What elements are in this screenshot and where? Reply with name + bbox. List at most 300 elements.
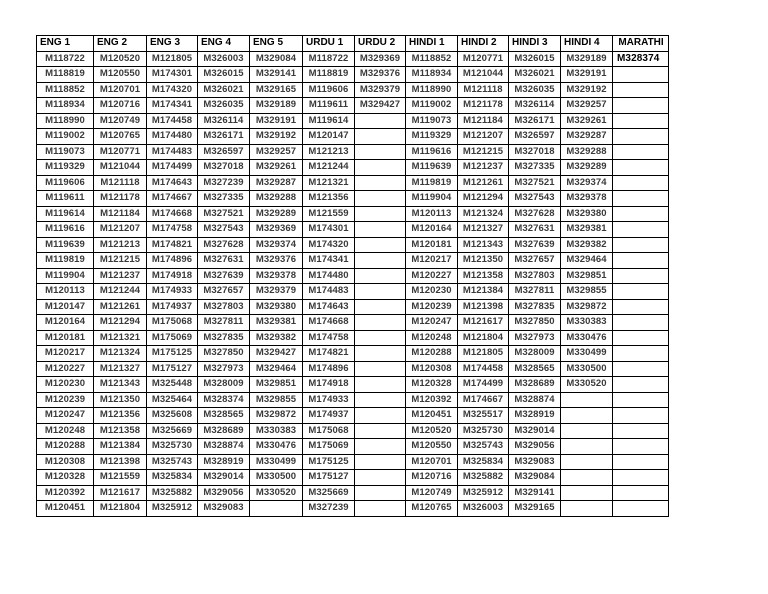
column-header: ENG 1: [37, 36, 94, 52]
table-cell: M327811: [198, 315, 250, 331]
table-cell: [355, 191, 406, 207]
table-cell: [561, 485, 613, 501]
table-cell: M175125: [303, 454, 355, 470]
table-cell: M329288: [250, 191, 303, 207]
table-cell: M119611: [37, 191, 94, 207]
table-cell: [355, 470, 406, 486]
table-cell: M121215: [94, 253, 147, 269]
table-cell: M120230: [406, 284, 458, 300]
table-cell: M329376: [355, 67, 406, 83]
table-cell: M175127: [303, 470, 355, 486]
table-cell: M174896: [147, 253, 198, 269]
table-cell: M326171: [509, 113, 561, 129]
table-cell: M329379: [250, 284, 303, 300]
table-cell: M120771: [458, 51, 509, 67]
table-cell: M120217: [406, 253, 458, 269]
table-cell: M327850: [509, 315, 561, 331]
table-cell: M121244: [94, 284, 147, 300]
table-cell: M329192: [250, 129, 303, 145]
table-row: [37, 377, 669, 393]
table-cell: M174480: [147, 129, 198, 145]
table-cell: M120701: [94, 82, 147, 98]
table-cell: [561, 439, 613, 455]
table-cell: M329381: [250, 315, 303, 331]
table-cell: M121805: [147, 51, 198, 67]
table-cell: M121184: [458, 113, 509, 129]
table-cell: M121343: [94, 377, 147, 393]
column-header: ENG 2: [94, 36, 147, 52]
table-cell: M325669: [303, 485, 355, 501]
table-cell: M121118: [94, 175, 147, 191]
table-cell: M120771: [94, 144, 147, 160]
table-row: [37, 315, 669, 331]
table-row: [37, 361, 669, 377]
table-cell: M119329: [37, 160, 94, 176]
table-cell: M121398: [458, 299, 509, 315]
table-cell: M121321: [94, 330, 147, 346]
table-cell: M326021: [198, 82, 250, 98]
table-row: [37, 67, 669, 83]
table-cell: M174480: [303, 268, 355, 284]
table-cell: M325743: [458, 439, 509, 455]
column-header: HINDI 1: [406, 36, 458, 52]
table-cell: M327631: [509, 222, 561, 238]
table-row: [37, 113, 669, 129]
table-cell: M121356: [303, 191, 355, 207]
table-cell: M121617: [94, 485, 147, 501]
table-cell: M329189: [561, 51, 613, 67]
table-cell: M329189: [250, 98, 303, 114]
table-cell: M326114: [509, 98, 561, 114]
table-cell: M174341: [147, 98, 198, 114]
table-cell: M329083: [509, 454, 561, 470]
table-cell: M328874: [509, 392, 561, 408]
table-cell: [613, 268, 669, 284]
table-cell: M121343: [458, 237, 509, 253]
table-row: [37, 299, 669, 315]
table-row: [37, 439, 669, 455]
table-cell: [613, 454, 669, 470]
table-row: [37, 129, 669, 145]
table-row: [37, 82, 669, 98]
table-cell: [355, 237, 406, 253]
table-cell: M119819: [37, 253, 94, 269]
table-cell: [355, 175, 406, 191]
table-cell: [613, 67, 669, 83]
table-cell: M120716: [406, 470, 458, 486]
table-cell: M328874: [198, 439, 250, 455]
table-cell: [355, 454, 406, 470]
table-cell: M326003: [198, 51, 250, 67]
table-cell: M174643: [147, 175, 198, 191]
table-cell: M120328: [37, 470, 94, 486]
column-header: MARATHI: [613, 36, 669, 52]
table-cell: M330520: [561, 377, 613, 393]
table-cell: [561, 470, 613, 486]
table-cell: M329084: [509, 470, 561, 486]
table-cell: [613, 253, 669, 269]
column-header: ENG 4: [198, 36, 250, 52]
table-body: [37, 51, 669, 516]
table-cell: M118852: [406, 51, 458, 67]
table-cell: M174758: [147, 222, 198, 238]
table-cell: [613, 237, 669, 253]
table-cell: M120716: [94, 98, 147, 114]
table-cell: M174301: [147, 67, 198, 83]
table-cell: M328919: [198, 454, 250, 470]
table-cell: M327639: [198, 268, 250, 284]
table-cell: M325882: [147, 485, 198, 501]
table-cell: M121215: [458, 144, 509, 160]
table-cell: M329464: [250, 361, 303, 377]
table-cell: M120247: [406, 315, 458, 331]
table-row: [37, 160, 669, 176]
table-cell: M329288: [561, 144, 613, 160]
table-cell: [355, 299, 406, 315]
table-cell: M118852: [37, 82, 94, 98]
table-cell: M329427: [250, 346, 303, 362]
table-cell: M120181: [37, 330, 94, 346]
table-cell: M120288: [37, 439, 94, 455]
table-cell: M327521: [509, 175, 561, 191]
table-cell: [355, 501, 406, 517]
table-cell: [613, 144, 669, 160]
table-cell: M121213: [303, 144, 355, 160]
table-cell: M329014: [509, 423, 561, 439]
table-cell: [613, 377, 669, 393]
table-cell: M328565: [509, 361, 561, 377]
table-cell: M330383: [250, 423, 303, 439]
table-cell: M120164: [406, 222, 458, 238]
table-cell: M120288: [406, 346, 458, 362]
table-row: [37, 454, 669, 470]
table-cell: M329855: [561, 284, 613, 300]
table-cell: M121044: [458, 67, 509, 83]
table-cell: M119819: [406, 175, 458, 191]
table-cell: M325464: [147, 392, 198, 408]
table-cell: M118990: [37, 113, 94, 129]
column-header: ENG 3: [147, 36, 198, 52]
table-cell: M121356: [94, 408, 147, 424]
table-cell: [355, 330, 406, 346]
table-cell: M325912: [458, 485, 509, 501]
table-cell: M174483: [147, 144, 198, 160]
table-cell: M329289: [250, 206, 303, 222]
table-cell: M120701: [406, 454, 458, 470]
table-cell: M121237: [94, 268, 147, 284]
table-cell: M327811: [509, 284, 561, 300]
table-cell: M174896: [303, 361, 355, 377]
table-cell: M326114: [198, 113, 250, 129]
table-cell: M174320: [147, 82, 198, 98]
table-cell: M175127: [147, 361, 198, 377]
table-cell: M329369: [355, 51, 406, 67]
table-cell: M121350: [94, 392, 147, 408]
table-cell: M174483: [303, 284, 355, 300]
table-cell: M121321: [303, 175, 355, 191]
table-cell: M120181: [406, 237, 458, 253]
table-cell: M121327: [94, 361, 147, 377]
table-cell: M121207: [94, 222, 147, 238]
table-cell: M119002: [406, 98, 458, 114]
table-row: [37, 501, 669, 517]
table-cell: M119002: [37, 129, 94, 145]
table-cell: [613, 423, 669, 439]
table-cell: [561, 423, 613, 439]
table-cell: M174918: [303, 377, 355, 393]
table-cell: M119904: [37, 268, 94, 284]
table-cell: [355, 485, 406, 501]
table-cell: M326035: [198, 98, 250, 114]
table-cell: M329851: [561, 268, 613, 284]
table-cell: M120550: [406, 439, 458, 455]
table-cell: M328689: [509, 377, 561, 393]
table-cell: M121617: [458, 315, 509, 331]
table-cell: M174320: [303, 237, 355, 253]
table-cell: [355, 392, 406, 408]
table-cell: M327639: [509, 237, 561, 253]
table-row: [37, 253, 669, 269]
table-cell: M120227: [37, 361, 94, 377]
table-cell: M120248: [37, 423, 94, 439]
table-cell: M326015: [509, 51, 561, 67]
table-cell: M329376: [250, 253, 303, 269]
table-cell: M119904: [406, 191, 458, 207]
table-cell: M329191: [561, 67, 613, 83]
table-cell: M326021: [509, 67, 561, 83]
table-cell: M328009: [198, 377, 250, 393]
table-cell: M121805: [458, 346, 509, 362]
table-cell: M120217: [37, 346, 94, 362]
table-cell: M119073: [406, 113, 458, 129]
table-cell: M330383: [561, 315, 613, 331]
table-cell: M119614: [303, 113, 355, 129]
table-cell: M121398: [94, 454, 147, 470]
table-row: [37, 485, 669, 501]
table-cell: M326015: [198, 67, 250, 83]
table-cell: M327657: [509, 253, 561, 269]
table-cell: M120164: [37, 315, 94, 331]
table-cell: M120239: [406, 299, 458, 315]
table-cell: M327628: [509, 206, 561, 222]
table-cell: M121178: [458, 98, 509, 114]
header-row: [37, 36, 669, 52]
table-cell: M120113: [37, 284, 94, 300]
table-row: [37, 175, 669, 191]
table-cell: [355, 268, 406, 284]
table-cell: [355, 284, 406, 300]
table-cell: M119616: [406, 144, 458, 160]
table-cell: M121384: [94, 439, 147, 455]
table-cell: M121294: [94, 315, 147, 331]
table-cell: M327973: [509, 330, 561, 346]
table-cell: M327835: [509, 299, 561, 315]
table-cell: M118819: [37, 67, 94, 83]
table-cell: [355, 144, 406, 160]
table-cell: M329374: [561, 175, 613, 191]
table-cell: M325834: [458, 454, 509, 470]
table-cell: M174937: [303, 408, 355, 424]
table-cell: M327239: [198, 175, 250, 191]
table-cell: M121294: [458, 191, 509, 207]
table-cell: M119329: [406, 129, 458, 145]
table-cell: M330499: [250, 454, 303, 470]
table-row: [37, 222, 669, 238]
table-cell: M325912: [147, 501, 198, 517]
table-cell: M329165: [509, 501, 561, 517]
column-header: HINDI 4: [561, 36, 613, 52]
id-list-table: [36, 35, 669, 517]
table-cell: M326035: [509, 82, 561, 98]
table-cell: M121178: [94, 191, 147, 207]
table-cell: [355, 377, 406, 393]
table-cell: M327973: [198, 361, 250, 377]
table-cell: M328689: [198, 423, 250, 439]
table-cell: M121118: [458, 82, 509, 98]
table-cell: M174458: [147, 113, 198, 129]
column-header: URDU 1: [303, 36, 355, 52]
table-cell: M329141: [509, 485, 561, 501]
table-row: [37, 98, 669, 114]
table-cell: M120147: [37, 299, 94, 315]
table-cell: [613, 470, 669, 486]
table-cell: [613, 408, 669, 424]
table-cell: M119073: [37, 144, 94, 160]
table-cell: [613, 222, 669, 238]
table-cell: M174933: [303, 392, 355, 408]
table-cell: M329083: [198, 501, 250, 517]
table-cell: M329855: [250, 392, 303, 408]
table-cell: M120520: [406, 423, 458, 439]
table-cell: M328565: [198, 408, 250, 424]
table-cell: M121044: [94, 160, 147, 176]
table-cell: [355, 315, 406, 331]
table-cell: [613, 299, 669, 315]
table-row: [37, 51, 669, 67]
table-cell: M174499: [147, 160, 198, 176]
table-cell: M326597: [509, 129, 561, 145]
table-cell: M119606: [37, 175, 94, 191]
table-cell: M329374: [250, 237, 303, 253]
table-cell: M175068: [303, 423, 355, 439]
table-cell: M174668: [303, 315, 355, 331]
table-cell: M325608: [147, 408, 198, 424]
table-cell: M329257: [561, 98, 613, 114]
table-cell: [355, 206, 406, 222]
table-row: [37, 284, 669, 300]
table-cell: M174918: [147, 268, 198, 284]
table-cell: [613, 191, 669, 207]
table-cell: M329382: [561, 237, 613, 253]
table-cell: M120392: [37, 485, 94, 501]
table-row: [37, 268, 669, 284]
table-cell: M329378: [250, 268, 303, 284]
table-cell: M121358: [458, 268, 509, 284]
table-cell: M174937: [147, 299, 198, 315]
table-cell: M121261: [458, 175, 509, 191]
table-cell: M325730: [458, 423, 509, 439]
column-header: HINDI 2: [458, 36, 509, 52]
table-cell: M120247: [37, 408, 94, 424]
table-cell: M174933: [147, 284, 198, 300]
table-cell: M329427: [355, 98, 406, 114]
table-cell: M327543: [198, 222, 250, 238]
table-cell: M121358: [94, 423, 147, 439]
table-cell: M327835: [198, 330, 250, 346]
table-cell: M330476: [250, 439, 303, 455]
table-cell: M329056: [509, 439, 561, 455]
table-cell: M174758: [303, 330, 355, 346]
table-cell: M325834: [147, 470, 198, 486]
table-cell: M329287: [561, 129, 613, 145]
table-cell: M121324: [94, 346, 147, 362]
table-cell: [613, 485, 669, 501]
table-cell: M327803: [198, 299, 250, 315]
table-cell: M121559: [303, 206, 355, 222]
table-cell: M174341: [303, 253, 355, 269]
table-cell: [613, 439, 669, 455]
table-cell: M121207: [458, 129, 509, 145]
table-row: [37, 346, 669, 362]
table-cell: [355, 160, 406, 176]
table-cell: M174668: [147, 206, 198, 222]
table-cell: M121244: [303, 160, 355, 176]
table-cell: M120749: [94, 113, 147, 129]
table-cell: [355, 129, 406, 145]
table-cell: M119616: [37, 222, 94, 238]
table-header: [37, 36, 669, 52]
table-cell: [561, 392, 613, 408]
table-cell: [613, 113, 669, 129]
table-cell: [613, 330, 669, 346]
table-cell: M328009: [509, 346, 561, 362]
table-cell: M329287: [250, 175, 303, 191]
table-cell: M325448: [147, 377, 198, 393]
table-cell: M175069: [147, 330, 198, 346]
table-cell: [613, 160, 669, 176]
table-cell: [613, 98, 669, 114]
table-cell: [355, 222, 406, 238]
table-cell: [561, 501, 613, 517]
table-cell: M329261: [250, 160, 303, 176]
table-cell: M119614: [37, 206, 94, 222]
table-cell: M330500: [250, 470, 303, 486]
table-cell: [355, 408, 406, 424]
table-row: [37, 470, 669, 486]
table-cell: M326597: [198, 144, 250, 160]
table-cell: M121237: [458, 160, 509, 176]
table-cell: M329380: [250, 299, 303, 315]
table-cell: M120392: [406, 392, 458, 408]
table-cell: M120451: [37, 501, 94, 517]
table-cell: M118722: [303, 51, 355, 67]
table-cell: M329378: [561, 191, 613, 207]
table-row: [37, 408, 669, 424]
table-cell: M120248: [406, 330, 458, 346]
table-row: [37, 237, 669, 253]
table-cell: M174458: [458, 361, 509, 377]
table-cell: M175068: [147, 315, 198, 331]
table-cell: [250, 501, 303, 517]
table-cell: M121804: [94, 501, 147, 517]
table-cell: M121350: [458, 253, 509, 269]
table-cell: M120308: [406, 361, 458, 377]
table-cell: M326003: [458, 501, 509, 517]
table-cell: M325743: [147, 454, 198, 470]
table-cell: M329382: [250, 330, 303, 346]
table-cell: M120308: [37, 454, 94, 470]
table-cell: [613, 361, 669, 377]
